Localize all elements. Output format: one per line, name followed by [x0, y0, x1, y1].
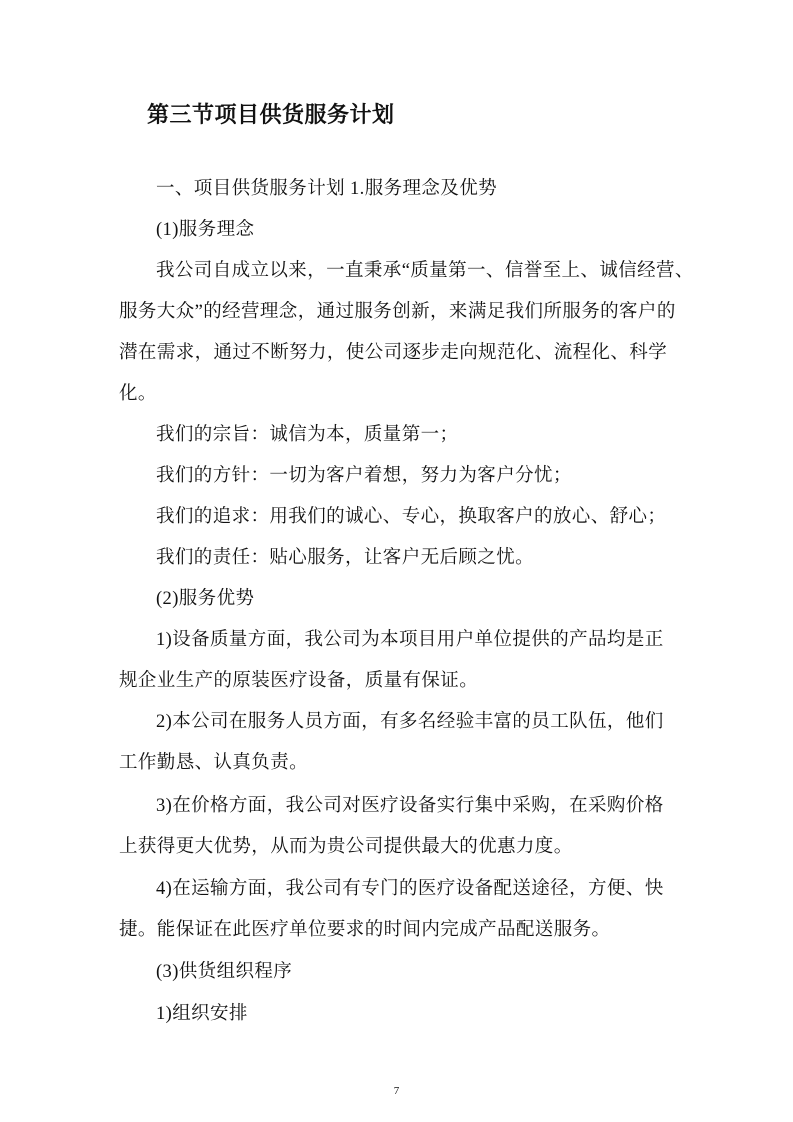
subheading-service-advantages: (2)服务优势 [156, 589, 255, 609]
subheading-service-philosophy: (1)服务理念 [156, 220, 255, 240]
paragraph-line: 4)在运输方面，我公司有专门的医疗设备配送途径，方便、快 [156, 879, 664, 899]
section-title: 第三节项目供货服务计划 [147, 102, 395, 127]
tenet-purpose: 我们的宗旨：诚信为本，质量第一； [156, 425, 459, 445]
paragraph-line: 规企业生产的原装医疗设备，质量有保证。 [119, 671, 479, 691]
paragraph-line: 工作勤恳、认真负责。 [119, 753, 309, 773]
page-number: 7 [393, 1085, 400, 1097]
paragraph-line: 化。 [119, 384, 157, 404]
paragraph-line: 捷。能保证在此医疗单位要求的时间内完成产品配送服务。 [119, 920, 611, 940]
subheading-organization: 1)组织安排 [156, 1004, 248, 1024]
paragraph-line: 我公司自成立以来，一直秉承“质量第一、信誉至上、诚信经营、 [156, 261, 694, 281]
paragraph-line: 3)在价格方面，我公司对医疗设备实行集中采购，在采购价格 [156, 796, 664, 816]
tenet-policy: 我们的方针：一切为客户着想，努力为客户分忧； [156, 466, 572, 486]
subheading-supply-procedure: (3)供货组织程序 [156, 962, 293, 982]
paragraph-line: 服务大众”的经营理念，通过服务创新，来满足我们所服务的客户的 [119, 302, 676, 322]
tenet-responsibility: 我们的责任：贴心服务，让客户无后顾之忧。 [156, 548, 535, 568]
paragraph-line: 2)本公司在服务人员方面，有多名经验丰富的员工队伍，他们 [156, 712, 664, 732]
paragraph-line: 1)设备质量方面，我公司为本项目用户单位提供的产品均是正 [156, 630, 664, 650]
paragraph-line: 潜在需求，通过不断努力，使公司逐步走向规范化、流程化、科学 [119, 343, 668, 363]
heading-service-plan: 一、项目供货服务计划 1.服务理念及优势 [156, 179, 498, 199]
paragraph-line: 上获得更大优势，从而为贵公司提供最大的优惠力度。 [119, 837, 573, 857]
tenet-pursuit: 我们的追求：用我们的诚心、专心，换取客户的放心、舒心； [156, 507, 667, 527]
